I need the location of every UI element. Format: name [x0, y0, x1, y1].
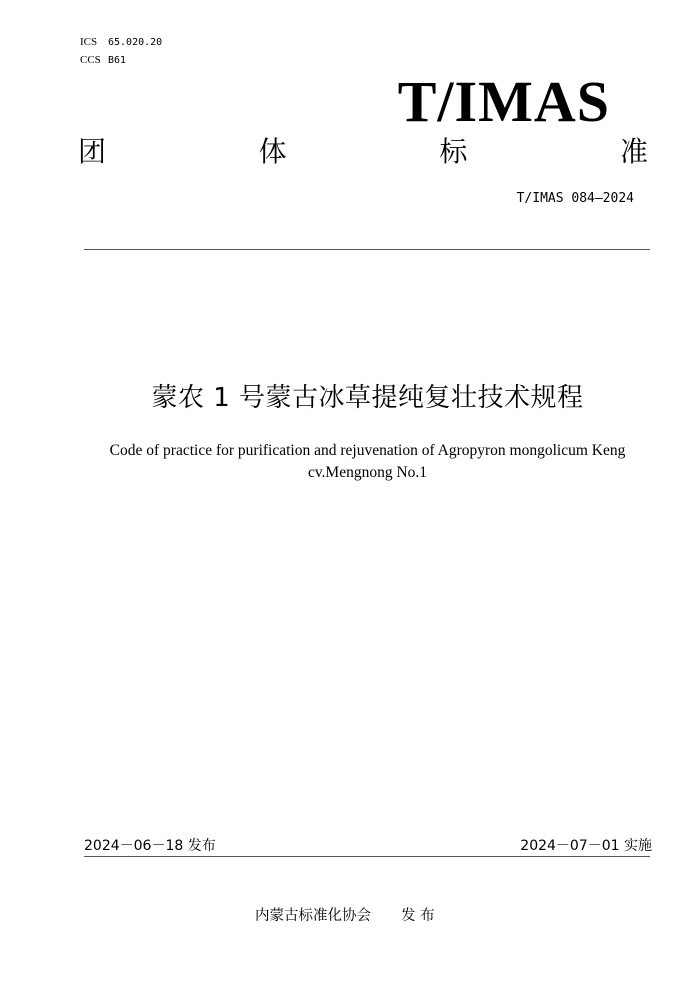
ccs-label: CCS: [80, 54, 101, 66]
header-divider: [84, 249, 650, 250]
standard-type-char: 团: [78, 135, 107, 168]
standard-logo: T/IMAS: [397, 69, 610, 134]
title-english: Code of practice for purification and rejuvenation of Agropyron mongolicum Keng cv.Mengnong No.1: [109, 442, 626, 481]
ics-value: 65.020.20: [108, 37, 163, 48]
ccs-value: B61: [108, 55, 127, 66]
implement-date: 2024－07－01 实施: [520, 838, 652, 854]
ccs-code: [80, 54, 126, 67]
standard-type-char: 准: [619, 135, 648, 168]
title-chinese: 蒙农 1 号蒙古冰草提纯复壮技术规程: [151, 383, 584, 413]
publish-date: 2024－06－18 发布: [84, 838, 216, 854]
standard-type: [78, 134, 648, 170]
standard-type-char: 体: [258, 135, 287, 168]
ics-label: ICS: [80, 36, 98, 48]
standard-number: T/IMAS 084—2024: [516, 191, 634, 206]
footer-divider: [84, 856, 650, 857]
ics-code: [80, 36, 162, 49]
publisher: [255, 904, 435, 925]
standard-type-char: 标: [439, 135, 468, 168]
publish-word: 发 布: [401, 908, 435, 924]
publisher-name: 内蒙古标准化协会: [255, 908, 371, 924]
